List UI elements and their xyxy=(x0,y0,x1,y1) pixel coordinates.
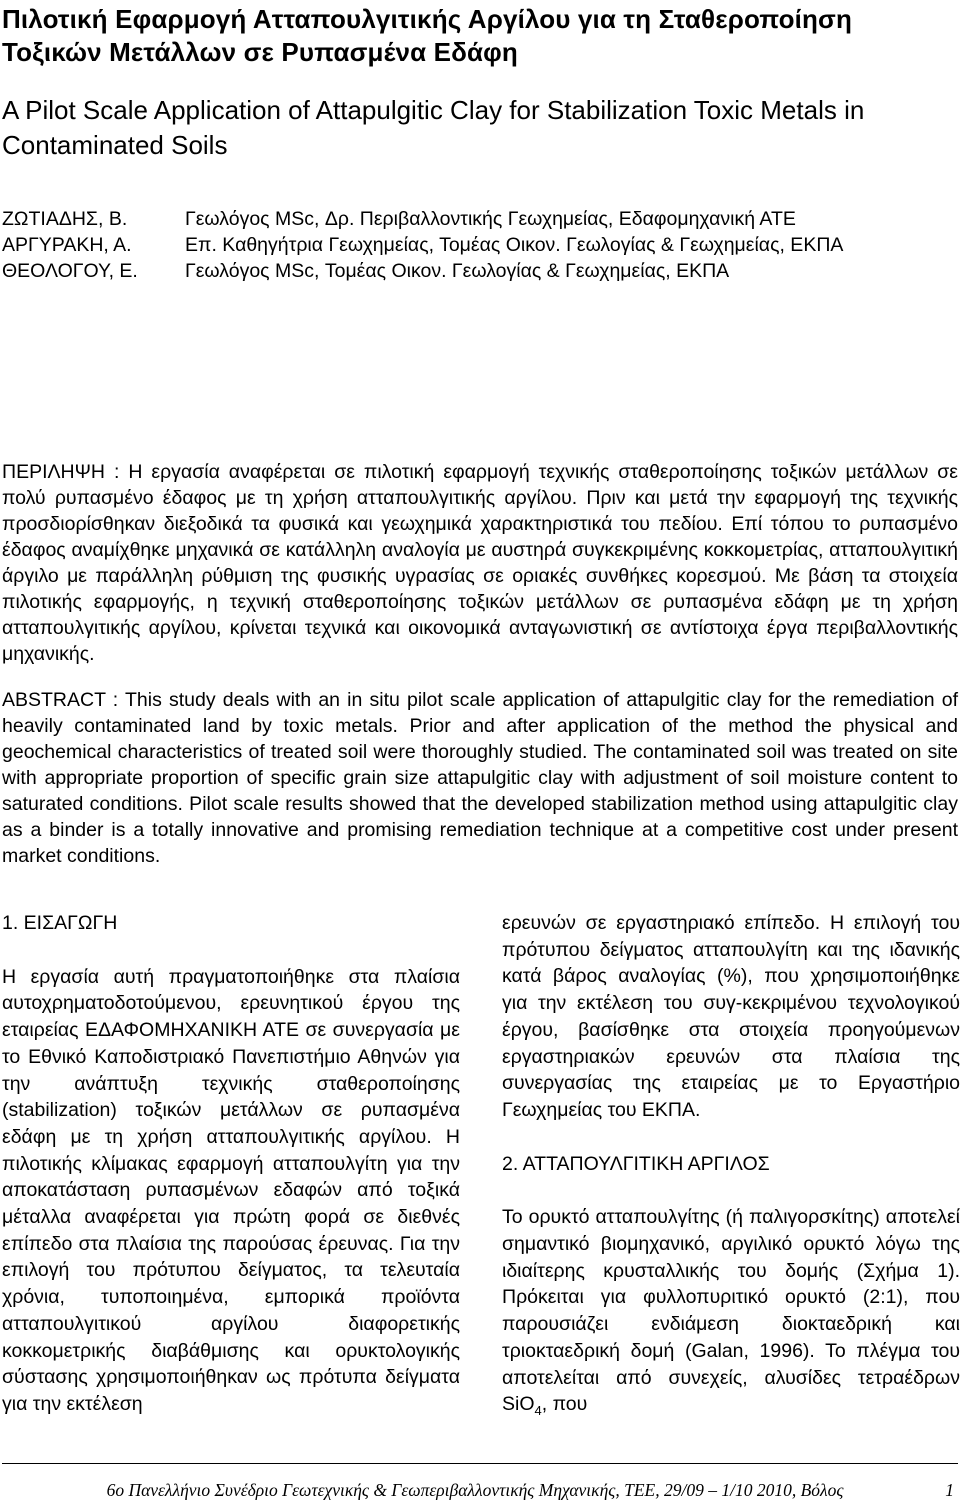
attapulgite-paragraph-text: Το ορυκτό ατταπουλγίτης (ή παλιγορσκίτης) αποτελεί σημαντικό βιομηχανικό, αργιλικό ορυκτό λόγω της ιδιαίτερης κρυσταλλικής του δομής (Σχήμα 1). Πρόκειται για φυλλοπυριτικό ορυκτό (2:1), που παρουσιάζει ενδιάμεση διοκταεδρική και τριοκταεδρική δομή (Galan, 1996). Το πλέγμα του αποτελείται από συνεχείς, αλυσίδες τετραέδρων SiO xyxy=(502,1206,960,1416)
author-name: ΑΡΓΥΡΑΚΗ, Α. xyxy=(2,234,132,256)
section-heading-attapulgitic-clay: 2. ΑΤΤΑΠΟΥΛΓΙΤΙΚΗ ΑΡΓΙΛΟΣ xyxy=(502,1152,770,1175)
author-name: ΘΕΟΛΟΓΟΥ, Ε. xyxy=(2,260,138,282)
sio4-subscript: 4 xyxy=(534,1403,542,1419)
introduction-paragraph-continued: ερευνών σε εργαστηριακό επίπεδο. Η επιλογή του πρότυπου δείγματος ατταπουλγίτη και της ιδανικής κατά βάρος αναλογίας (%), που χρησιμοποιήθηκε για την εκτέλεση του συγ-κεκριμένου τεχνολογικού έργου, βασίσθηκε στα στοιχεία προηγούμενων εργαστηριακών ερευνών στα πλαίσια της συνεργασίας της εταιρείας με το Εργαστήριο Γεωχημείας του ΕΚΠΑ. xyxy=(502,912,960,1121)
footer-divider xyxy=(2,1463,958,1464)
english-title xyxy=(2,93,958,163)
author-row xyxy=(2,232,958,258)
attapulgite-paragraph xyxy=(502,1204,960,1418)
author-list xyxy=(2,206,958,284)
section-heading-introduction: 1. ΕΙΣΑΓΩΓΗ xyxy=(2,912,118,934)
right-column xyxy=(502,910,960,1418)
greek-title-line-2: Τοξικών Μετάλλων σε Ρυπασμένα Εδάφη xyxy=(2,37,518,67)
left-column xyxy=(2,910,460,1418)
attapulgite-paragraph-tail: , που xyxy=(541,1393,588,1416)
greek-title-line-1: Πιλοτική Εφαρμογή Ατταπουλγιτικής Αργίλου για τη Σταθεροποίηση xyxy=(2,4,853,34)
author-affiliation: Επ. Καθηγήτρια Γεωχημείας, Τομέας Οικον. Γεωλογίας & Γεωχημείας, ΕΚΠΑ xyxy=(185,234,844,256)
english-title-line-2: Contaminated Soils xyxy=(2,130,228,160)
introduction-paragraph: Η εργασία αυτή πραγματοποιήθηκε στα πλαίσια αυτοχρηματοδοτούμενου, ερευνητικού έργου της εταιρείας ΕΔΑΦΟΜΗΧΑΝΙΚΗ ΑΤΕ σε συνεργασία με το Εθνικό Καποδιστριακό Πανεπιστήμιο Αθηνών για την ανάπτυξη τεχνικής σταθεροποίησης (stabilization) τοξικών μετάλλων σε ρυπασμένα εδάφη με τη χρήση ατταπουλγιτικής αργίλου. Η πιλοτικής κλίμακας εφαρμογή ατταπουλγίτη για την αποκατάσταση ρυπασμένων εδαφών από τοξικά μέταλλα αναφέρεται για πρώτη φορά σε διεθνές επίπεδο στα πλαίσια της παρούσας έρευνας. Για την επιλογή του πρότυπου δείγματος, τα τελευταία χρόνια, τυποποιημένα, εμπορικά προϊόντα ατταπουλγιτικού αργίλου διαφορετικής κοκκομετρικής διαβάθμισης και ορυκτολογικής σύστασης χρησιμοποιήθηκαν ως πρότυπα δείγματα για την εκτέλεση xyxy=(2,965,460,1415)
page-number: 1 xyxy=(945,1480,954,1500)
page-footer xyxy=(0,1463,960,1505)
author-row xyxy=(2,258,958,284)
author-affiliation: Γεωλόγος MSc, Δρ. Περιβαλλοντικής Γεωχημείας, Εδαφομηχανική ΑΤΕ xyxy=(185,208,796,230)
english-title-line-1: A Pilot Scale Application of Attapulgitic Clay for Stabilization Toxic Metals in xyxy=(2,95,865,125)
greek-abstract: ΠΕΡΙΛΗΨΗ : Η εργασία αναφέρεται σε πιλοτική εφαρμογή τεχνικής σταθεροποίησης τοξικών μετάλλων σε πολύ ρυπασμένο έδαφος με τη χρήση ατταπουλγιτικής αργίλου. Πριν και μετά την εφαρμογή της τεχνικής προσδιορίσθηκαν διεξοδικά τα φυσικά και γεωχημικά χαρακτηριστικά του πεδίου. Επί τόπου το ρυπασμένο έδαφος αναμίχθηκε μηχανικά σε κατάλληλη αναλογία με αυστηρά συγκεκριμένης κοκκομετρίας, ατταπουλγιτική άργιλο με παράλληλη ρύθμιση της φυσικής υγρασίας σε οριακές συνθήκες κορεσμού. Με βάση τα στοιχεία πιλοτικής εφαρμογής, η τεχνική σταθεροποίησης τοξικών μετάλλων σε ρυπασμένα εδάφη με τη χρήση ατταπουλγιτικής αργίλου, κρίνεται τεχνικά και οικονομικά ανταγωνιστική σε αντίστοιχα έργα περιβαλλοντικής μηχανικής. xyxy=(2,461,958,665)
footer-conference-text: 6ο Πανελλήνιο Συνέδριο Γεωτεχνικής & Γεωπεριβαλλοντικής Μηχανικής, ΤΕΕ, 29/09 – 1/10 2010, Βόλος xyxy=(106,1480,844,1500)
greek-title xyxy=(2,3,958,69)
author-row xyxy=(2,206,958,232)
author-name: ΖΩΤΙΑΔΗΣ, Β. xyxy=(2,208,128,230)
english-abstract: ABSTRACT : This study deals with an in situ pilot scale application of attapulgitic clay for the remediation of heavily contaminated land by toxic metals. Prior and after application of the method the physical and geochemical characteristics of treated soil were thoroughly studied. The contaminated soil was treated on site with appropriate proportion of specific grain size attapulgitic clay with adjustment of soil moisture content to saturated conditions. Pilot scale results showed that the developed stabilization method using attapulgitic clay as a binder is a totally innovative and promising remediation technique at a competitive cost under present market conditions. xyxy=(2,689,958,867)
author-affiliation: Γεωλόγος MSc, Τομέας Οικον. Γεωλογίας & Γεωχημείας, ΕΚΠΑ xyxy=(185,260,730,282)
